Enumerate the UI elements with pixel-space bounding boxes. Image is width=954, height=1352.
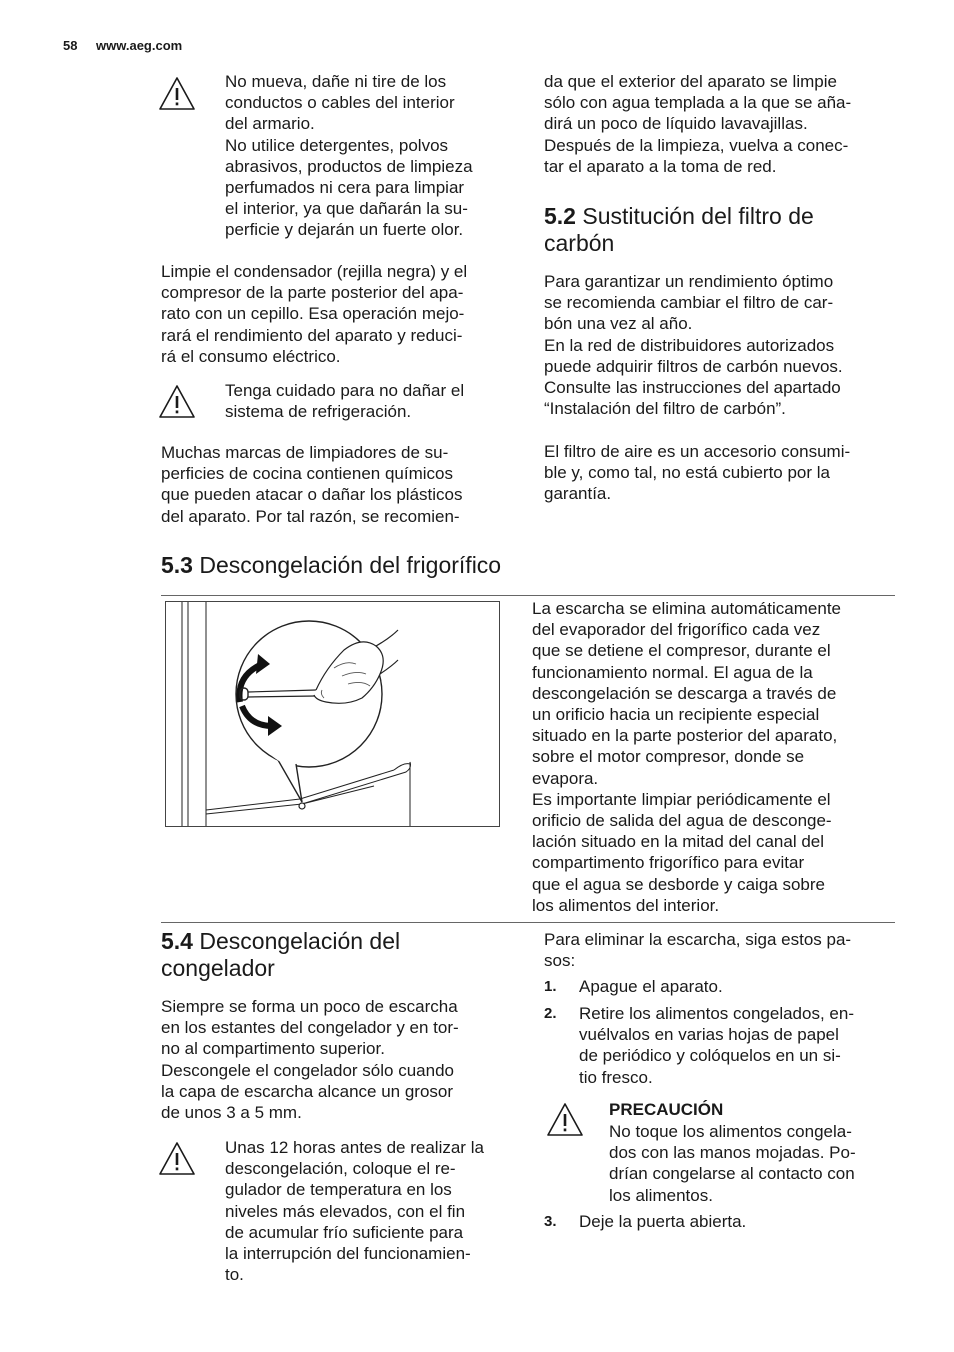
- paragraph-freezer-frost: Siempre se forma un poco de escarcha en los estantes del congelador y en tor- no al compartimento superior. Descongele el congelador sólo cuando la capa de escarcha alcance un grosor de unos 3 a 5 mm.: [161, 997, 459, 1123]
- paragraph-filter-warranty: El filtro de aire es un accesorio consumi- ble y, como tal, no está cubierto por la garantía.: [544, 442, 851, 504]
- page-number: 58: [63, 38, 78, 53]
- section-divider: [161, 595, 895, 596]
- warning-triangle-icon: [158, 384, 196, 420]
- warning-text-refrigeration: Tenga cuidado para no dañar el sistema de refrigeración.: [225, 381, 465, 422]
- list-item-number: 3.: [544, 1213, 557, 1230]
- defrost-drain-illustration: [166, 602, 499, 826]
- section-5-3-heading: 5.3 Descongelación del frigorífico: [161, 552, 502, 578]
- list-item-number: 1.: [544, 978, 557, 995]
- warning-triangle-icon: [158, 1141, 196, 1177]
- caution-title: PRECAUCIÓN: [609, 1100, 724, 1119]
- header-url: www.aeg.com: [96, 38, 183, 53]
- section-5-2-heading: 5.2 Sustitución del filtro de carbón: [544, 203, 814, 256]
- list-item-text: Apague el aparato.: [579, 977, 723, 996]
- caution-text: No toque los alimentos congela- dos con las manos mojadas. Po- drían congelarse al contacto con los alimentos.: [609, 1122, 856, 1205]
- warning-triangle-icon: [158, 76, 196, 112]
- defrost-illustration: [165, 601, 500, 827]
- paragraph-fridge-defrost: La escarcha se elimina automáticamente del evaporador del frigorífico cada vez que se detiene el compresor, durante el funcionamiento normal. El agua de la descongelación se descarga a través de un orificio hacia un recipiente especial situado en la parte posterior del aparato, sobre el motor compresor, donde se evapora. Es importante limpiar periódicamente el orificio de salida del agua de desconge- lación situado en la mitad del canal del compartimento frigorífico para evitar que el agua se desborde y caiga sobre los alimentos del interior.: [532, 599, 841, 915]
- list-item: [544, 1003, 904, 1089]
- paragraph-filter-replacement: Para garantizar un rendimiento óptimo se recomienda cambiar el filtro de car- bón una vez al año. En la red de distribuidores autorizados puede adquirir filtros de carbón nuevos. Consulte las instrucciones del apartado “Instalación del filtro de carbón”.: [544, 272, 843, 419]
- list-item-number: 2.: [544, 1005, 557, 1022]
- list-item-text: Deje la puerta abierta.: [579, 1212, 747, 1231]
- warning-text-cables: No mueva, dañe ni tire de los conductos o cables del interior del armario. No utilice detergentes, polvos abrasivos, productos de limpieza perfumados ni cera para limpiar el interior, ya que dañarán la su- perficie y dejarán un fuerte olor.: [225, 72, 473, 240]
- warning-triangle-icon: [546, 1102, 584, 1138]
- section-divider: [161, 922, 895, 923]
- list-item: [544, 1211, 904, 1233]
- list-item-text: Retire los alimentos congelados, en- vuélvalos en varias hojas de papel de periódico y colóquelos en un si- tio fresco.: [579, 1004, 854, 1087]
- list-item: [544, 976, 904, 998]
- paragraph-steps-intro: Para eliminar la escarcha, siga estos pa- sos:: [544, 930, 852, 971]
- section-5-4-heading: 5.4 Descongelación del congelador: [161, 928, 401, 981]
- warning-text-temperature: Unas 12 horas antes de realizar la descongelación, coloque el re- gulador de temperatura en los niveles más elevados, con el fin de acumular frío suficiente para la interrupción del funcionamien- to.: [225, 1138, 484, 1285]
- paragraph-condenser: Limpie el condensador (rejilla negra) y el compresor de la parte posterior del apa- rato con un cepillo. Esa operación mejo- rará el rendimiento del aparato y reduci- rá el consumo eléctrico.: [161, 262, 468, 366]
- paragraph-cleaning-continued: da que el exterior del aparato se limpie sólo con agua templada a la que se aña- dirá un poco de líquido lavavajillas. Después de la limpieza, vuelva a conec- tar el aparato a la toma de red.: [544, 72, 852, 176]
- paragraph-cleaners: Muchas marcas de limpiadores de su- perficies de cocina contienen químicos que pueden atacar o dañar los plásticos del aparato. Por tal razón, se recomien-: [161, 443, 463, 526]
